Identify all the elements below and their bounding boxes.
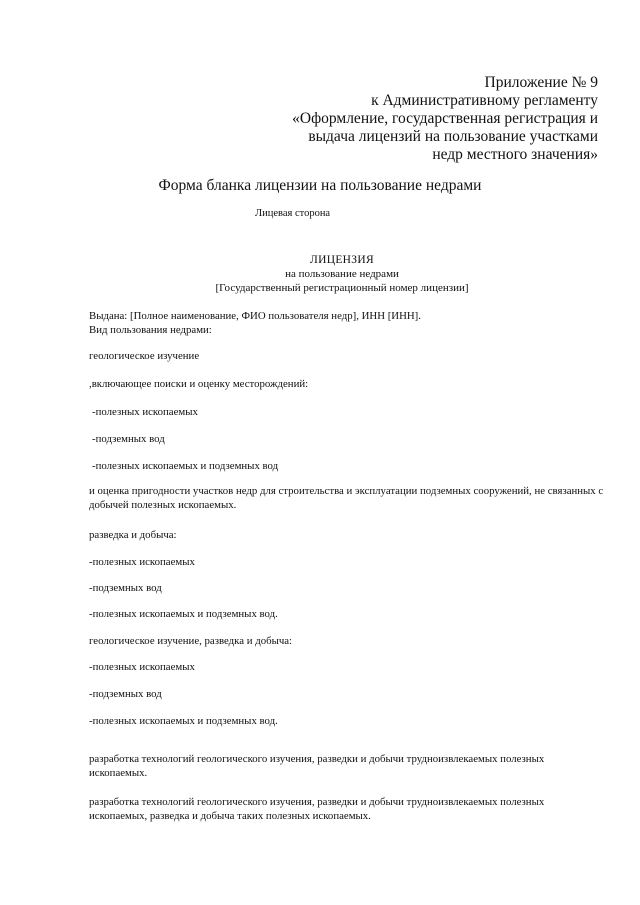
list-item-groundwater: -подземных вод bbox=[89, 688, 162, 700]
form-title: Форма бланка лицензии на пользование недрами bbox=[158, 177, 482, 194]
paragraph-technology-development: разработка технологий геологического изучения, разведки и добычи трудноизвлекаемых полезных ископаемых. bbox=[89, 753, 545, 779]
list-item-groundwater: -подземных вод bbox=[89, 582, 162, 594]
side-label: Лицевая сторона bbox=[255, 208, 331, 219]
paragraph-including-prospecting: ,включающее поиски и оценку месторождений: bbox=[89, 378, 309, 390]
paragraph-suitability-assessment: и оценка пригодности участков недр для строительства и эксплуатации подземных сооружений, не связанных с добычей полезных ископаемых. bbox=[89, 485, 604, 511]
paragraph-exploration-mining: разведка и добыча: bbox=[89, 529, 177, 541]
list-item-minerals: -полезных ископаемых bbox=[92, 406, 198, 418]
appendix-line-3: «Оформление, государственная регистрация и bbox=[292, 110, 598, 127]
appendix-number: Приложение № 9 bbox=[484, 74, 598, 91]
list-item-minerals: -полезных ископаемых bbox=[89, 556, 195, 568]
list-item-minerals-and-groundwater: -полезных ископаемых и подземных вод. bbox=[89, 715, 278, 727]
paragraph-technology-development-and-mining: разработка технологий геологического изучения, разведки и добычи трудноизвлекаемых полезных ископаемых, разведка и добыча таких полезных ископаемых. bbox=[89, 796, 545, 822]
list-item-minerals: -полезных ископаемых bbox=[89, 661, 195, 673]
license-heading bbox=[0, 253, 640, 295]
use-type-label: Вид пользования недрами: bbox=[89, 324, 212, 336]
paragraph-study-exploration-mining: геологическое изучение, разведка и добыча: bbox=[89, 635, 293, 647]
list-item-minerals-and-groundwater: -полезных ископаемых и подземных вод bbox=[92, 460, 279, 472]
license-reg-number: [Государственный регистрационный номер лицензии] bbox=[215, 282, 469, 294]
list-item-minerals-and-groundwater: -полезных ископаемых и подземных вод. bbox=[89, 608, 278, 620]
list-item-groundwater: -подземных вод bbox=[92, 433, 165, 445]
license-subtitle: на пользование недрами bbox=[285, 268, 399, 280]
appendix-header bbox=[292, 74, 598, 164]
appendix-line-4: выдача лицензий на пользование участками bbox=[308, 128, 598, 145]
appendix-line-2: к Административному регламенту bbox=[371, 92, 598, 109]
license-title: ЛИЦЕНЗИЯ bbox=[310, 254, 374, 266]
paragraph-geological-study: геологическое изучение bbox=[89, 350, 200, 362]
appendix-line-5: недр местного значения» bbox=[432, 146, 598, 163]
issued-to: Выдана: [Полное наименование, ФИО пользователя недр], ИНН [ИНН]. bbox=[89, 310, 421, 322]
